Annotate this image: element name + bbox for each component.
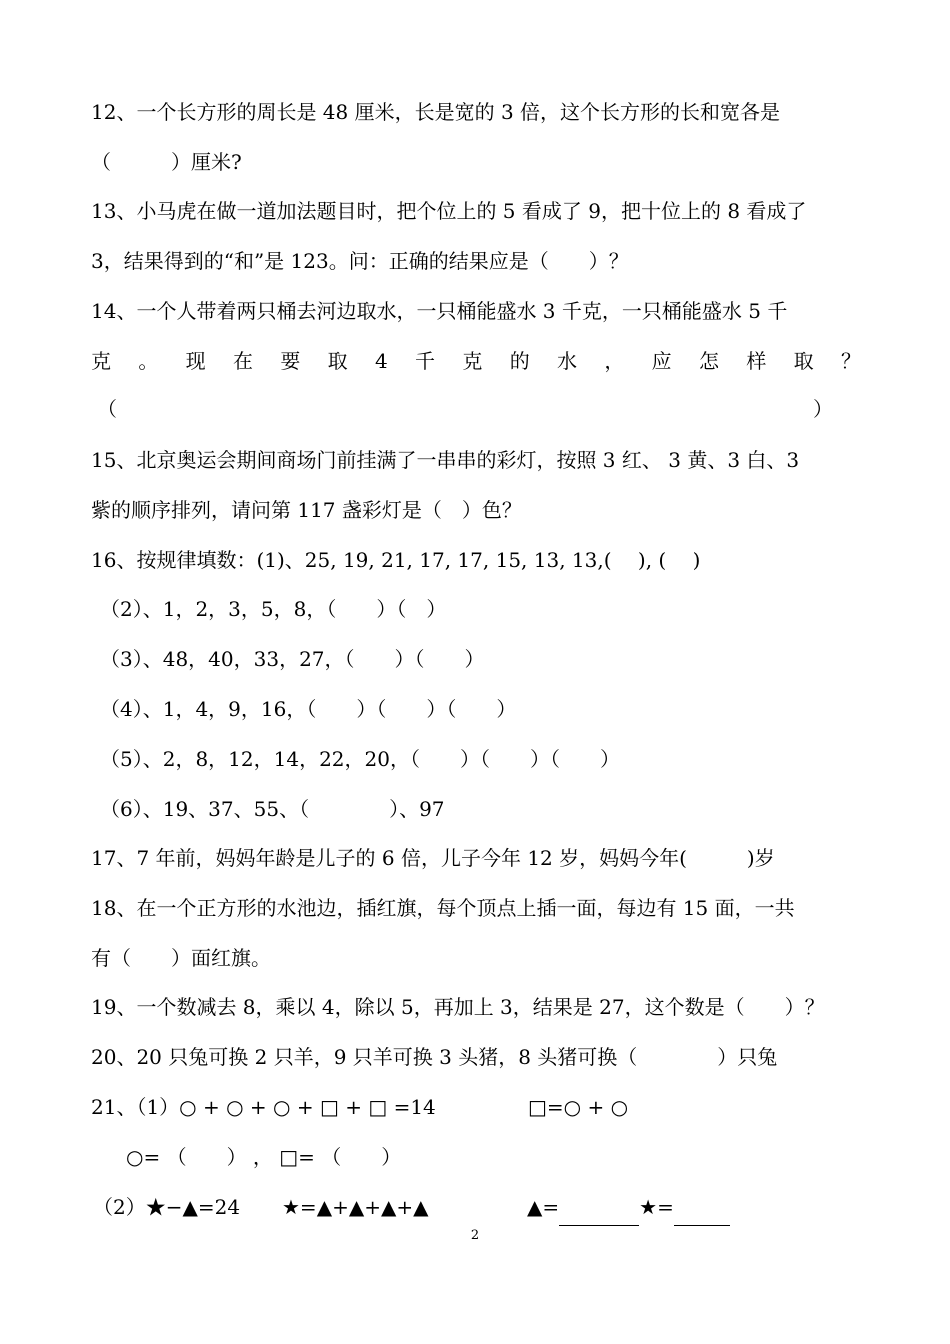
question-14-line-1: 14、一个人带着两只桶去河边取水，一只桶能盛水 3 千克，一只桶能盛水 5 千 bbox=[91, 299, 788, 323]
q14-char: ， bbox=[604, 349, 625, 373]
question-21-part-2-equation: （2）★−▲=24 bbox=[93, 1195, 241, 1219]
question-15-line-1: 15、北京奥运会期间商场门前挂满了一串串的彩灯，按照 3 红、 3 黄、3 白、3 bbox=[91, 448, 800, 472]
question-14-line-3 bbox=[91, 391, 861, 427]
q14-char: 要 bbox=[280, 349, 301, 373]
q14-char: 应 bbox=[651, 349, 672, 373]
question-18-line-1: 18、在一个正方形的水池边，插红旗，每个顶点上插一面，每边有 15 面，一共 bbox=[91, 896, 795, 920]
question-16-part-6: （6）、19、37、55、（ ）、97 bbox=[100, 797, 445, 821]
question-16-part-5: （5）、2，8，12，14，22，20，（ ）（ ）（ ） bbox=[100, 747, 620, 771]
q14-close-paren: ） bbox=[813, 397, 833, 421]
question-12-line-1: 12、一个长方形的周长是 48 厘米，长是宽的 3 倍，这个长方形的长和宽各是 bbox=[91, 100, 781, 124]
question-21-part-1-equation: 21、（1）○ + ○ + ○ + □ + □ =14 bbox=[91, 1095, 436, 1119]
question-13-line-1: 13、小马虎在做一道加法题目时，把个位上的 5 看成了 9，把十位上的 8 看成了 bbox=[91, 199, 807, 223]
q14-char: 水 bbox=[557, 349, 578, 373]
q14-char: 取 bbox=[793, 349, 814, 373]
question-20: 20、20 只兔可换 2 只羊，9 只羊可换 3 头猪，8 头猪可换（ ）只兔 bbox=[91, 1045, 778, 1069]
q14-char: 取 bbox=[327, 349, 348, 373]
q14-char: ？ bbox=[840, 349, 861, 373]
star-answer-blank[interactable] bbox=[674, 1189, 730, 1226]
q14-open-paren: （ bbox=[97, 397, 117, 421]
page-number: 2 bbox=[470, 1228, 480, 1243]
q14-char: 千 bbox=[415, 349, 436, 373]
question-17: 17、7 年前，妈妈年龄是儿子的 6 倍，儿子今年 12 岁，妈妈今年( )岁 bbox=[91, 846, 775, 870]
question-16-part-2: （2）、1，2，3，5，8，（ ）（ ） bbox=[100, 597, 447, 621]
question-16-line-1: 16、按规律填数：(1)、25, 19, 21, 17, 17, 15, 13, 13,( ), ( ) bbox=[91, 548, 701, 572]
q14-char: 克 bbox=[91, 349, 111, 373]
question-15-line-2: 紫的顺序排列，请问第 117 盏彩灯是（ ）色？ bbox=[91, 498, 522, 522]
question-16-part-3: （3）、48，40，33，27，（ ）（ ） bbox=[100, 647, 485, 671]
q14-char: 4 bbox=[374, 349, 388, 373]
question-21-part-1-answers: ○= （ ） ， □= （ ） bbox=[126, 1145, 402, 1169]
question-19: 19、一个数减去 8，乘以 4，除以 5，再加上 3，结果是 27，这个数是（ ）？ bbox=[91, 995, 825, 1019]
triangle-answer-label: ▲= bbox=[527, 1195, 560, 1219]
question-21-part-2-relation: ★=▲+▲+▲+▲ bbox=[282, 1195, 429, 1219]
q14-char: 。 bbox=[138, 349, 159, 373]
question-12-line-2: （ ）厘米? bbox=[91, 150, 242, 174]
question-18-line-2: 有（ ）面红旗。 bbox=[91, 946, 271, 970]
q14-char: 的 bbox=[509, 349, 530, 373]
q14-char: 在 bbox=[232, 349, 253, 373]
question-13-line-2: 3，结果得到的“和”是 123。问：正确的结果应是（ ）？ bbox=[91, 249, 629, 273]
question-21-part-1-relation: □=○ + ○ bbox=[528, 1095, 629, 1119]
q14-char: 怎 bbox=[699, 349, 719, 373]
question-21-part-2-answers bbox=[527, 1189, 730, 1225]
q14-char: 样 bbox=[746, 349, 767, 373]
q14-char: 现 bbox=[185, 349, 206, 373]
question-16-part-4: （4）、1，4，9，16，（ ）（ ）（ ） bbox=[100, 697, 517, 721]
question-14-line-2 bbox=[91, 343, 861, 379]
q14-char: 克 bbox=[462, 349, 483, 373]
star-answer-label: ★= bbox=[639, 1195, 674, 1219]
triangle-answer-blank[interactable] bbox=[559, 1189, 639, 1226]
